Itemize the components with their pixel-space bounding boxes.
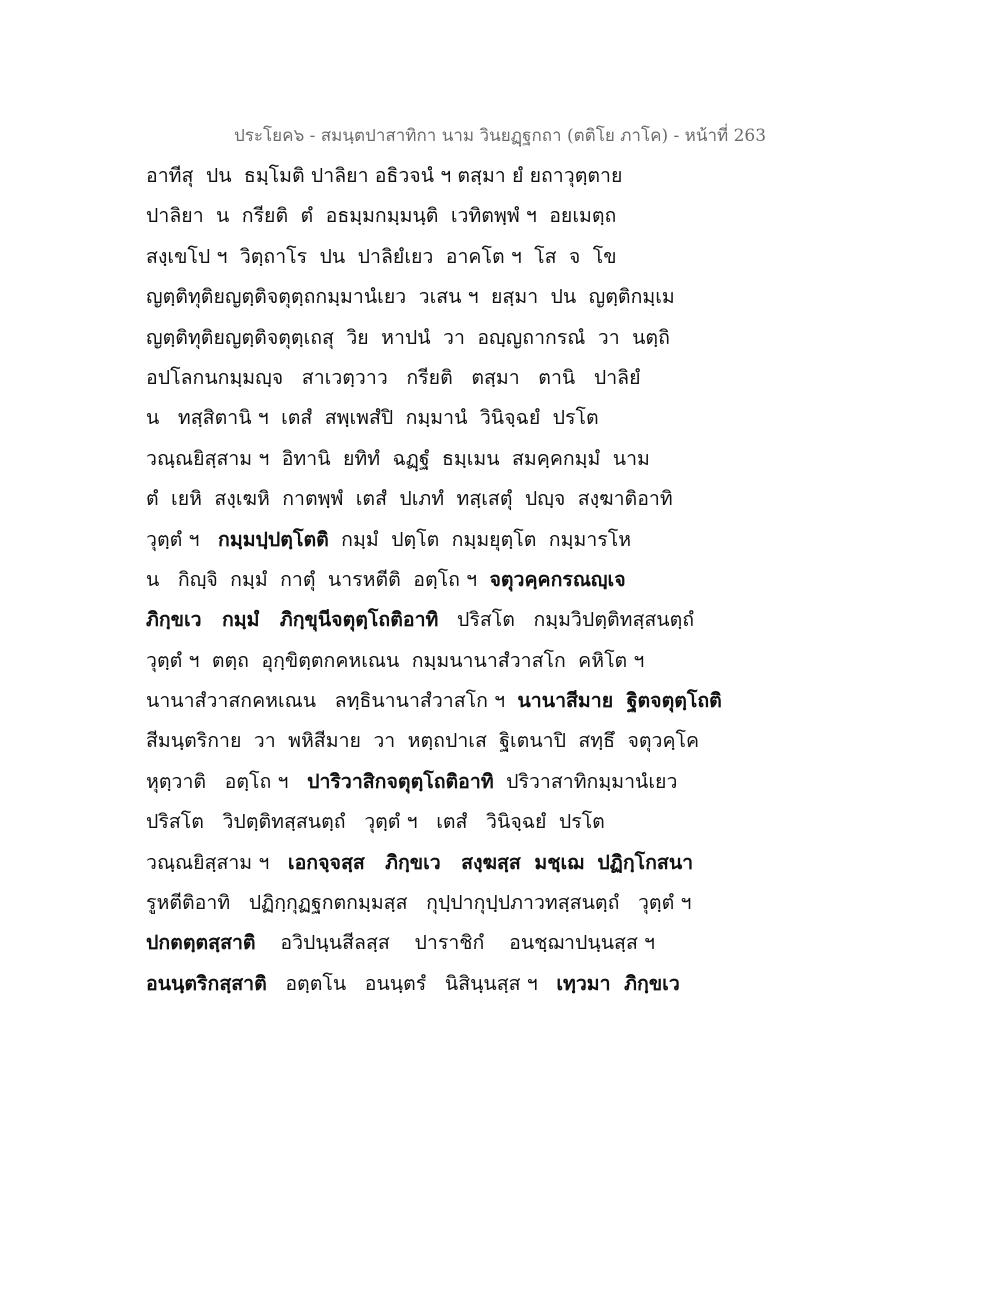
text-segment: ตํ เยหิ สงฺเฆหิ กาตพฺพํ เตสํ ปเภทํ ทสฺเสตุํ ปญฺจ สงฺฆาติอาทิ [146, 487, 673, 511]
bold-term: อนนฺตริกสฺสาติ [146, 971, 267, 995]
page-header: ประโยค๖ - สมนฺตปาสาทิกา นาม วินยฏฺฐกถา (ตติโย ภาโค) - หน้าที่ 263 [233, 126, 767, 146]
text-segment: ปริสโต วิปตฺติทสฺสนตฺถํ วุตฺตํ ฯ เตสํ วินิจฺฉยํ ปรโต [146, 810, 605, 834]
bold-term: ภิกฺขเว กมฺมํ ภิกฺขุนีจตุตฺโถติอาทิ [146, 608, 439, 632]
bold-term: นานาสีมาย ฐิตจตุตฺโถติ [517, 689, 722, 713]
text-segment: อปโลกนกมฺมญฺจ สาเวตฺวาว กรียติ ตสฺมา ตานิ ปาลิยํ [146, 365, 641, 389]
text-line [146, 600, 706, 640]
text-line [146, 641, 706, 681]
text-segment: สีมนฺตริกาย วา พหิสีมาย วา หตฺถปาเส ฐิเตนาปิ สทฺธึ จตุวคฺโค [146, 729, 700, 753]
text-segment: วณฺณยิสฺสาม ฯ [146, 850, 288, 874]
text-line [146, 843, 706, 883]
text-line [146, 196, 706, 236]
text-line [146, 439, 706, 479]
text-line [146, 721, 706, 761]
text-segment: อตฺตโน อนนฺตรํ นิสินฺนสฺส ฯ [266, 971, 557, 995]
text-segment: น ทสฺสิตานิ ฯ เตสํ สพฺเพสํปิ กมฺมานํ วินิจฺฉยํ ปรโต [146, 406, 599, 430]
text-segment: วุตฺตํ ฯ ตตฺถ อุกฺขิตฺตกคหเณน กมฺมนานาสํวาสโก คหิโต ฯ [146, 648, 645, 672]
text-segment: หุตฺวาติ อตฺโถ ฯ [146, 769, 308, 793]
text-segment: รูหตีติอาทิ ปฏิกฺกุฏฐกตกมฺมสฺส กุปฺปากุปฺปภาวทสฺสนตฺถํ วุตฺตํ ฯ [146, 891, 692, 915]
text-line [146, 277, 706, 317]
text-line [146, 358, 706, 398]
bold-term: จตุวคฺคกรณญฺเจ [489, 567, 626, 591]
text-segment: ปริสโต กมฺมวิปตฺติทสฺสนตฺถํ [438, 608, 695, 632]
text-segment: ปาลิยา น กรียติ ตํ อธมฺมกมฺมนฺติ เวทิตพฺพํ ฯ อยเมตฺถ [146, 204, 617, 228]
text-line [146, 318, 706, 358]
text-segment: น กิญฺจิ กมฺมํ กาตุํ นารหตีติ อตฺโถ ฯ [146, 567, 490, 591]
body-text [146, 156, 722, 1004]
text-line [146, 762, 706, 802]
text-line [146, 479, 706, 519]
text-line [146, 156, 706, 196]
text-line [146, 923, 706, 963]
text-segment: วุตฺตํ ฯ [146, 527, 219, 551]
bold-term: ปาริวาสิกจตุตฺโถติอาทิ [307, 769, 494, 793]
bold-term: เอกจฺจสฺส ภิกฺขเว สงฺฆสฺส มชฺเฌ ปฏิกฺโกสนา [287, 850, 694, 874]
text-segment: วณฺณยิสฺสาม ฯ อิทานิ ยทิทํ ฉฏฺฐํ ธมฺเมน สมคฺคกมฺมํ นาม [146, 446, 650, 470]
text-line [146, 681, 722, 721]
bold-term: กมฺมปฺปตฺโตติ [218, 527, 329, 551]
text-segment: กมฺมํ ปตฺโต กมฺมยุตฺโต กมฺมารโห [328, 527, 632, 551]
text-line [146, 964, 706, 1004]
text-line [146, 398, 706, 438]
text-segment: สงฺเขโป ฯ วิตฺถาโร ปน ปาลิยํเยว อาคโต ฯ โส จ โข [146, 244, 617, 268]
text-segment: นานาสํวาสกคหเณน ลทฺธินานาสํวาสโก ฯ [146, 689, 518, 713]
text-line [146, 560, 706, 600]
text-line [146, 883, 706, 923]
bold-term: ปกตตฺตสฺสาติ [146, 931, 256, 955]
text-segment: ปริวาสาทิกมฺมานํเยว [493, 769, 678, 793]
text-segment: อาทีสุ ปน ธมฺโมติ ปาลิยา อธิวจนํ ฯ ตสฺมา ยํ ยถาวุตฺตาย [146, 164, 623, 187]
text-line [146, 520, 706, 560]
bold-term: เทฺวมา ภิกฺขเว [556, 971, 680, 995]
text-segment: ญตฺติทุติยญตฺติจตุตฺเถสุ วิย หาปนํ วา อญฺญถากรณํ วา นตฺถิ [146, 325, 670, 349]
text-segment: อวิปนฺนสีลสฺส ปาราชิกํ อนชฺฌาปนฺนสฺส ฯ [255, 931, 656, 955]
text-line [146, 237, 706, 277]
text-line [146, 802, 706, 842]
text-segment: ญตฺติทุติยญตฺติจตุตฺถกมฺมานํเยว วเสน ฯ ยสฺมา ปน ญตฺติกมฺเม [146, 285, 675, 309]
